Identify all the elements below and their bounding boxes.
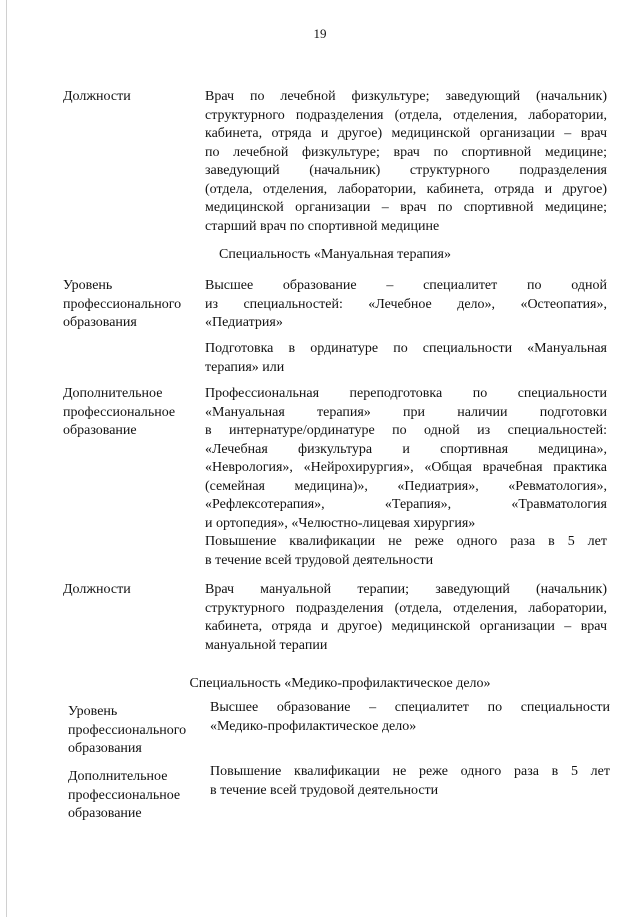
text-line: кабинета, отряда и другое) медицинской организации – врач [205,619,607,634]
additional-education-text [205,385,607,533]
label-line: Дополнительное [63,386,163,401]
text-line: терапия» или [205,359,285,375]
text-line: (семейная медицина)», «Педиатрия», «Ревматология», [205,478,607,494]
text-line: «Педиатрия» [205,315,283,330]
education-level-text [205,277,607,333]
text-line: в интернатуре/ординатуре по одной из специальностей: [205,423,607,438]
text-line: Высшее образование – специалитет по одной [205,278,607,293]
label-line: Дополнительное [68,769,168,784]
text-line: кабинета, отряда и другое) медицинской организации – врач [205,126,607,141]
positions-text-1 [205,88,607,236]
section-heading-manual-therapy: Специальность «Мануальная терапия» [219,247,451,262]
page-edge [6,0,7,917]
education-level-text-2 [210,699,610,736]
text-line: старший врач по спортивной медицине [205,218,440,234]
text-line: структурного подразделения (отдела, отделения, лаборатории, [205,600,607,616]
positions-label-1: Должности [63,89,131,104]
text-line: Повышение квалификации не реже одного раза в 5 лет [210,764,610,779]
text-line: Повышение квалификации не реже одного раза в 5 лет [205,534,607,549]
text-line: «Мануальная терапия» при наличии подготовки [205,404,607,420]
text-line: и ортопедия», «Челюстно-лицевая хирургия» [205,515,476,531]
text-line: (отдела, отделения, лаборатории, кабинета, отряда и другое) [205,181,607,197]
residency-text [205,340,607,377]
text-line: в течение всей трудовой деятельности [210,782,439,798]
text-line: «Неврология», «Нейрохирургия», «Общая врачебная практика [205,460,607,475]
text-line: «Медико-профилактическое дело» [210,718,417,734]
label-line: Уровень [68,704,118,719]
label-line: профессиональное [63,404,176,420]
text-line: «Лечебная физкультура и спортивная медицина», [205,441,607,457]
page-number: 19 [313,26,327,41]
text-line: по лечебной физкультуре; врач по спортивной медицине; [205,144,607,160]
qualification-text-2 [210,763,610,800]
label-line: профессиональное [68,787,181,803]
text-line: мануальной терапии [205,637,328,653]
label-line: профессионального [68,722,187,738]
section-heading-medical-preventive: Специальность «Медико-профилактическое дело» [189,676,491,691]
text-line: Высшее образование – специалитет по специальности [210,700,610,715]
label-line: образование [68,806,142,821]
text-line: «Рефлексотерапия», «Терапия», «Травматология [205,497,607,512]
label-line: профессионального [63,296,182,312]
label-line: образования [68,741,142,756]
additional-education-label-2 [68,768,203,824]
education-level-label-2 [68,703,203,759]
text-line: структурного подразделения (отдела, отделения, лаборатории, [205,107,607,123]
label-line: Уровень [63,278,113,293]
text-line: Подготовка в ординатуре по специальности «Мануальная [205,341,607,356]
text-line: Профессиональная переподготовка по специальности [205,386,607,401]
label-line: образование [63,423,137,438]
qualification-text [205,533,607,570]
education-level-label [63,277,198,333]
positions-text-2 [205,581,607,655]
text-line: из специальностей: «Лечебное дело», «Остеопатия», [205,296,607,312]
text-line: медицинской организации – врач по спортивной медицине; [205,200,607,215]
text-line: Врач мануальной терапии; заведующий (начальник) [205,582,607,597]
label-line: образования [63,315,137,330]
text-line: Врач по лечебной физкультуре; заведующий (начальник) [205,89,607,104]
positions-label-2: Должности [63,582,131,597]
additional-education-label [63,385,198,441]
text-line: в течение всей трудовой деятельности [205,552,434,568]
text-line: заведующий (начальник) структурного подразделения [205,163,607,178]
